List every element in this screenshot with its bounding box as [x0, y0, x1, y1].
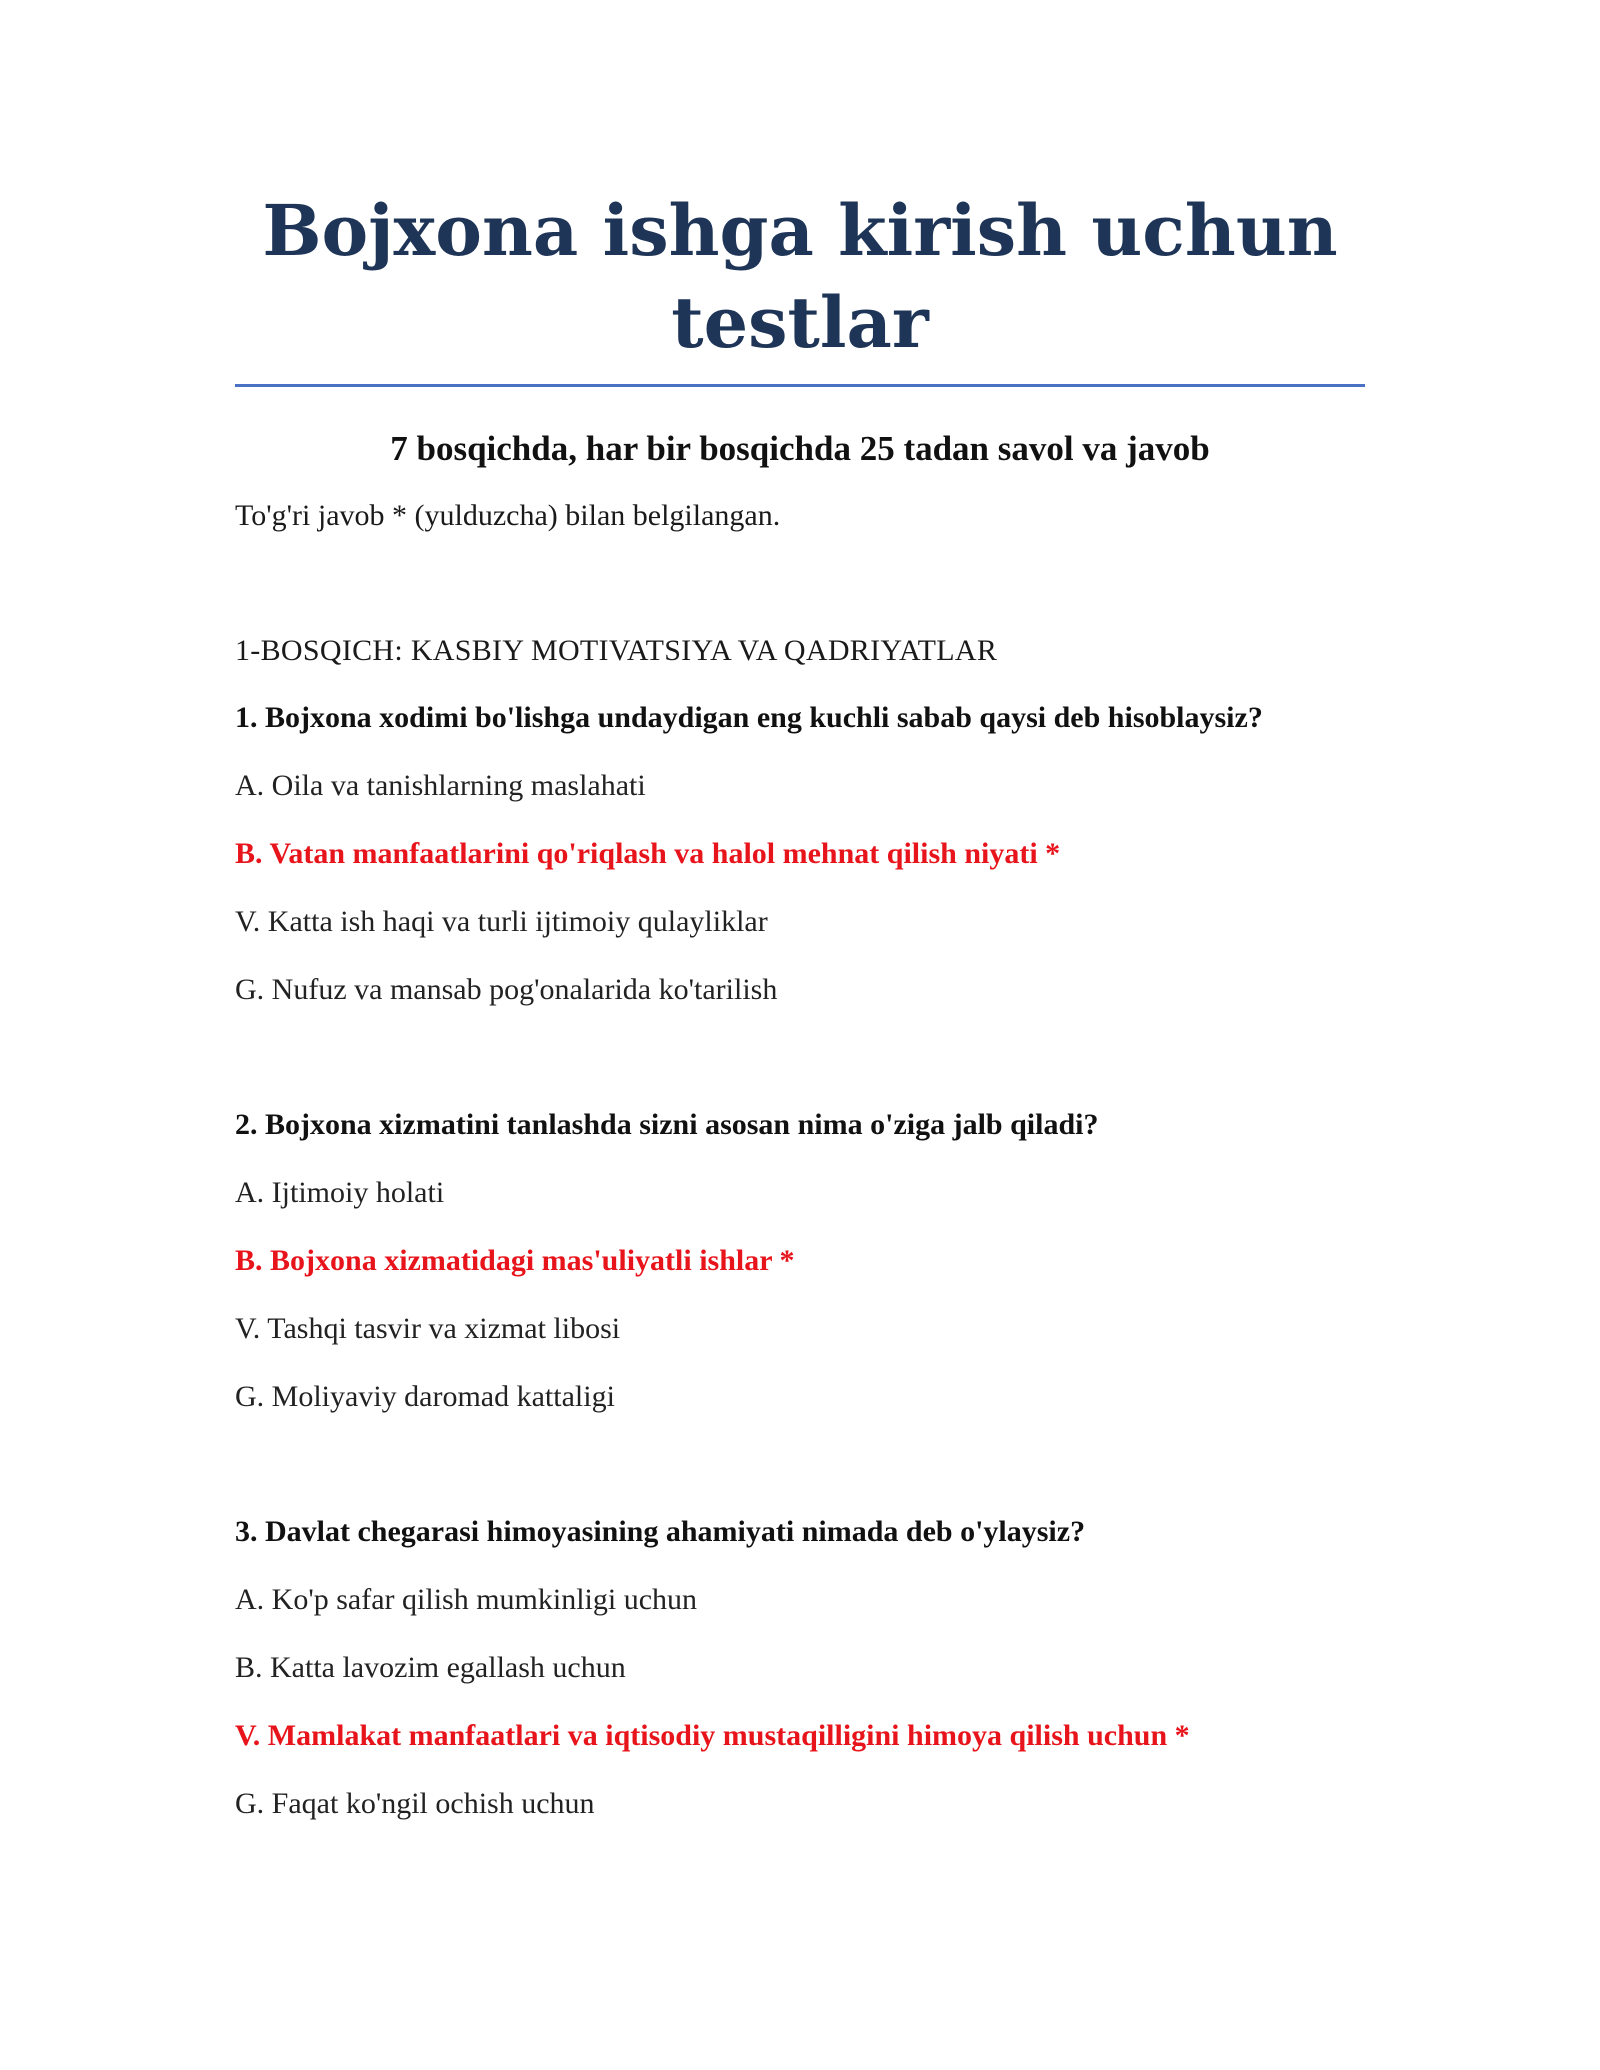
answer-option-v-correct: V. Mamlakat manfaatlari va iqtisodiy mustaqilligini himoya qilish uchun * [235, 1719, 1190, 1752]
question-block-1 [235, 698, 1365, 1010]
answer-option-b-correct: B. Vatan manfaatlarini qo'riqlash va halol mehnat qilish niyati * [235, 837, 1061, 870]
question-text: 2. Bojxona xizmatini tanlashda sizni asosan nima o'ziga jalb qiladi? [235, 1108, 1099, 1141]
question-block-3 [235, 1512, 1365, 1824]
document-subtitle: 7 bosqichda, har bir bosqichda 25 tadan savol va javob [390, 429, 1210, 468]
document-title: Bojxona ishga kirish uchun testlar [262, 189, 1338, 364]
answer-option-b: B. Katta lavozim egallash uchun [235, 1651, 626, 1684]
question-text: 3. Davlat chegarasi himoyasining ahamiyati nimada deb o'ylaysiz? [235, 1515, 1086, 1548]
question-block-2 [235, 1105, 1365, 1417]
answer-option-b-correct: B. Bojxona xizmatidagi mas'uliyatli ishlar * [235, 1244, 795, 1277]
answer-option-v: V. Tashqi tasvir va xizmat libosi [235, 1312, 621, 1345]
document-page [235, 0, 1365, 1824]
stage-heading: 1-BOSQICH: KASBIY MOTIVATSIYA VA QADRIYATLAR [235, 634, 998, 667]
answer-option-a: A. Oila va tanishlarning maslahati [235, 769, 646, 802]
answer-option-v: V. Katta ish haqi va turli ijtimoiy qulayliklar [235, 905, 768, 938]
answer-option-a: A. Ijtimoiy holati [235, 1176, 445, 1209]
title-divider [235, 384, 1365, 387]
answer-option-g: G. Faqat ko'ngil ochish uchun [235, 1787, 595, 1820]
answer-option-g: G. Nufuz va mansab pog'onalarida ko'tarilish [235, 973, 778, 1006]
question-text: 1. Bojxona xodimi bo'lishga undaydigan eng kuchli sabab qaysi deb hisoblaysiz? [235, 701, 1263, 734]
answer-option-g: G. Moliyaviy daromad kattaligi [235, 1380, 615, 1413]
answer-key-note: To'g'ri javob * (yulduzcha) bilan belgilangan. [235, 499, 781, 532]
answer-option-a: A. Ko'p safar qilish mumkinligi uchun [235, 1583, 698, 1616]
